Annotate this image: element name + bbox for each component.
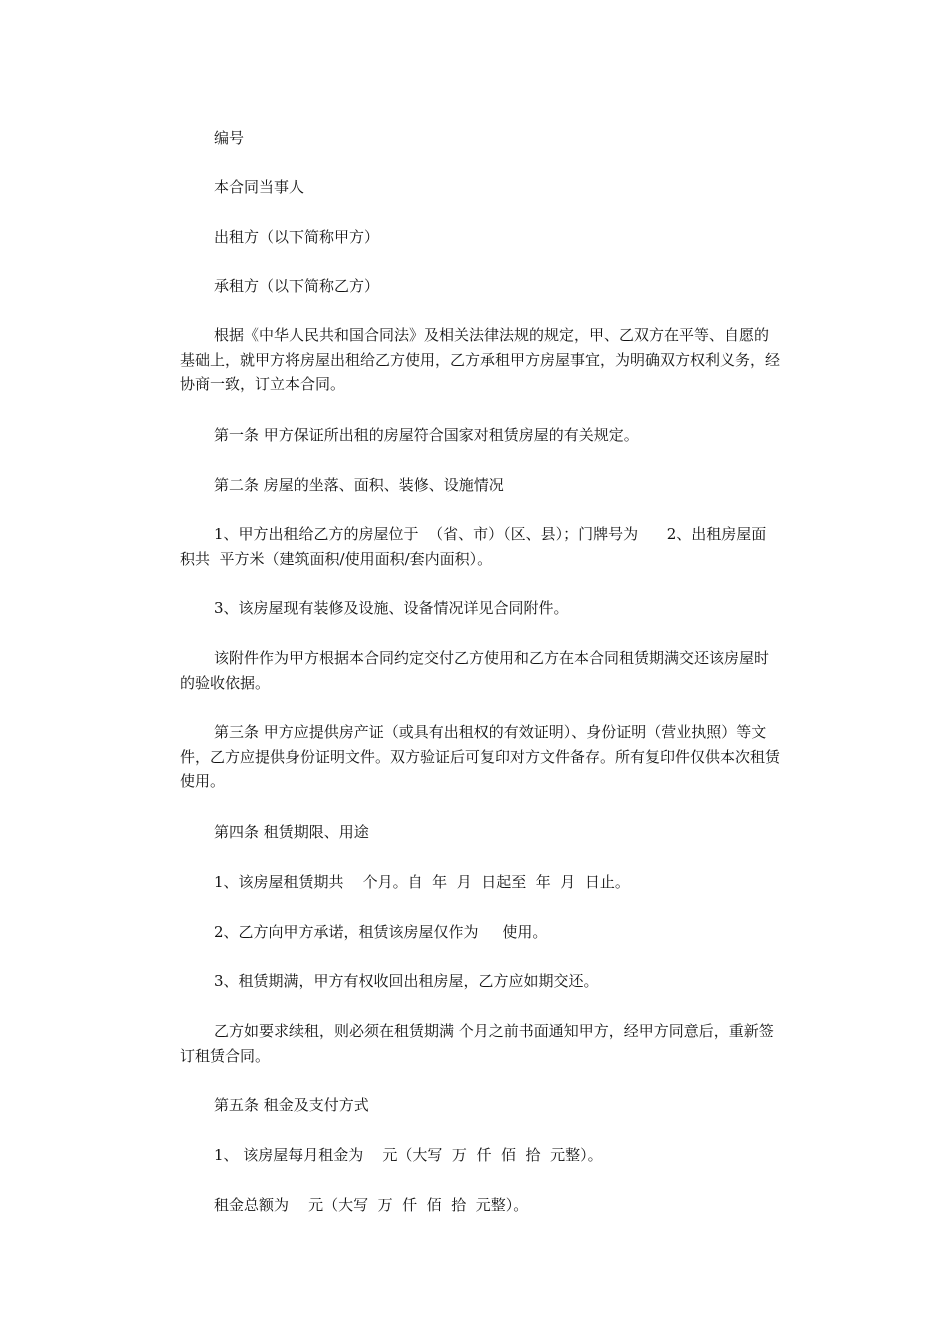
preamble-paragraph: 根据《中华人民共和国合同法》及相关法律法规的规定，甲、乙双方在平等、自愿的基础上，就甲方将房屋出租给乙方使用，乙方承租甲方房屋事宜，为明确双方权利义务，经协商一致，订立本合同。 — [180, 326, 781, 393]
article-1: 第一条 甲方保证所出租的房屋符合国家对租赁房屋的有关规定。 — [214, 426, 639, 444]
renewal-paragraph: 乙方如要求续租，则必须在租赁期满 个月之前书面通知甲方，经甲方同意后，重新签订租赁合同。 — [180, 1022, 774, 1065]
article-2-clause-3: 3、该房屋现有装修及设施、设备情况详见合同附件。 — [214, 599, 569, 617]
contract-number-label: 编号 — [214, 129, 245, 147]
article-5-clause-1: 1、 该房屋每月租金为 元（大写 万 仟 佰 拾 元整）。 — [214, 1146, 603, 1164]
article-4-clause-1: 1、该房屋租赁期共 个月。自 年 月 日起至 年 月 日止。 — [214, 873, 630, 891]
lessee-line: 承租方（以下简称乙方） — [214, 277, 380, 295]
total-rent-line: 租金总额为 元（大写 万 仟 佰 拾 元整）。 — [214, 1196, 529, 1214]
parties-heading: 本合同当事人 — [214, 178, 305, 196]
lessor-line: 出租方（以下简称甲方） — [214, 228, 380, 246]
article-2-heading: 第二条 房屋的坐落、面积、装修、设施情况 — [214, 476, 504, 494]
article-4-heading: 第四条 租赁期限、用途 — [214, 823, 369, 841]
article-5-heading: 第五条 租金及支付方式 — [214, 1096, 369, 1114]
attachment-paragraph: 该附件作为甲方根据本合同约定交付乙方使用和乙方在本合同租赁期满交还该房屋时的验收依据。 — [180, 649, 770, 692]
article-4-clause-2: 2、乙方向甲方承诺，租赁该房屋仅作为 使用。 — [214, 923, 548, 941]
article-4-clause-3: 3、租赁期满，甲方有权收回出租房屋，乙方应如期交还。 — [214, 972, 599, 990]
article-2-clause-1: 1、甲方出租给乙方的房屋位于 （省、市）（区、县）；门牌号为 2、出租房屋面积共 平方米（建筑面积/使用面积/套内面积）。 — [180, 525, 767, 568]
article-3: 第三条 甲方应提供房产证（或具有出租权的有效证明）、身份证明（营业执照）等文件，乙方应提供身份证明文件。双方验证后可复印对方文件备存。所有复印件仅供本次租赁使用。 — [180, 723, 781, 790]
